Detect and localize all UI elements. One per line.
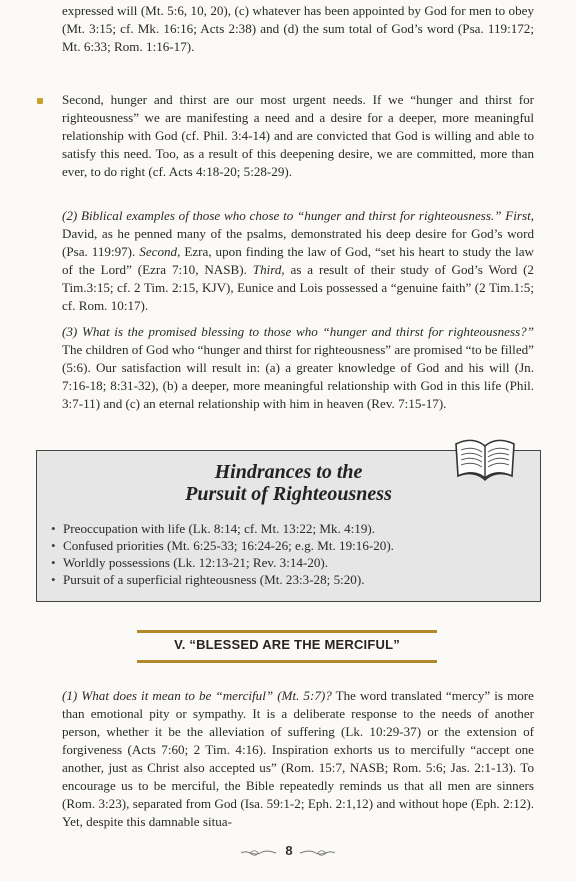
examples-second-label: Second, [139,244,181,259]
second-point-paragraph [62,91,534,181]
list-item: • Pursuit of a superficial righteousness (Mt. 23:3-28; 5:20). [51,571,394,588]
examples-second-text: Ezra, upon finding the law of God, “set his heart to study the law of the Lord” (Ezra 7:10, NASB). [62,244,534,277]
hindrances-title-line2: Pursuit of Righteousness [185,483,392,505]
hindrances-title-line1: Hindrances to the [214,461,363,483]
merciful-text: The word translated “mercy” is more than emotional pity or sympathy. It is a deliberate response to the needs of another person, whether it be the alleviation of suffering (Lk. 10:29-37) or the extension of forgiveness (Acts 7:60; 2 Tim. 4:16). Inspiration exhorts us to mercifully “accept one another, just as Christ also accepted us” (Rom. 15:7, NASB; Rom. 5:6; Jas. 2:1-13). To encourage us to be merciful, the Bible repeatedly reminds us that all men are sinners (Rom. 3:23), separated from God (Isa. 59:1-2; Eph. 2:1,12) and without hope (Eph. 2:12). Yet, despite this damnable situa- [62,688,534,829]
list-item: • Confused priorities (Mt. 6:25-33; 16:24-26; e.g. Mt. 19:16-20). [51,537,394,554]
page-footer [238,843,338,865]
promised-text: The children of God who “hunger and thirst for righteousness” are promised “to be filled” (5:6). Our satisfaction will result in: (a) a greater knowledge of God and his will (Jn. 7:16-18; 8:31-32), (b) a deeper, more meaningful relationship with God in this life (Phil. 3:7-11) and (c) an eternal relationship with him in heaven (Rev. 7:15-17). [62,342,534,411]
promised-heading: (3) What is the promised blessing to those who “hunger and thirst for righteousness?” [62,324,534,339]
examples-first-text: David, as he penned many of the psalms, demonstrated his deep desire for God’s word (Psa. 119:97). [62,226,534,259]
examples-third-text: as a result of their study of God’s Word (2 Tim.3:15; cf. 2 Tim. 2:15, KJV), Eunice and Lois possessed a “genuine faith” (2 Tim.1:5; cf. Rom. 10:17). [62,262,534,313]
left-flourish-icon [240,848,278,858]
intro-paragraph [62,2,534,56]
examples-third-label: Third, [252,262,285,277]
list-item: • Preoccupation with life (Lk. 8:14; cf. Mt. 13:22; Mk. 4:19). [51,520,394,537]
hindrances-list [51,520,394,588]
section-title: V. “BLESSED ARE THE MERCIFUL” [174,637,400,652]
section-rule-bottom [137,660,437,663]
bullet-marker [37,98,43,104]
examples-paragraph [62,207,534,315]
list-item: • Worldly possessions (Lk. 12:13-21; Rev. 3:14-20). [51,554,394,571]
intro-text: expressed will (Mt. 5:6, 10, 20), (c) whatever has been appointed by God for men to obey (Mt. 3:15; cf. Mk. 16:16; Acts 2:38) and (d) the sum total of God’s word (Psa. 119:172; Mt. 6:33; Rom. 1:16-17). [62,3,534,54]
examples-first-label: First, [505,208,535,223]
open-book-icon [452,434,518,484]
examples-heading: (2) Biblical examples of those who chose to “hunger and thirst for righteousness.” [62,208,502,223]
promised-paragraph [62,323,534,413]
second-point-text: Second, hunger and thirst are our most urgent needs. If we “hunger and thirst for righteousness” we are manifesting a need and a desire for a deeper, more meaningful relationship with God (cf. Phil. 3:4-14) and are convicted that God is willing and able to satisfy this need. Too, as a result of this deepening desire, we are committed, more than ever, to do right (cf. Acts 4:18-20; 5:28-29). [62,92,534,179]
section-rule-top [137,630,437,633]
right-flourish-icon [298,848,336,858]
merciful-paragraph [62,687,534,831]
merciful-heading: (1) What does it mean to be “merciful” (Mt. 5:7)? [62,688,332,703]
page-number: 8 [285,843,293,858]
